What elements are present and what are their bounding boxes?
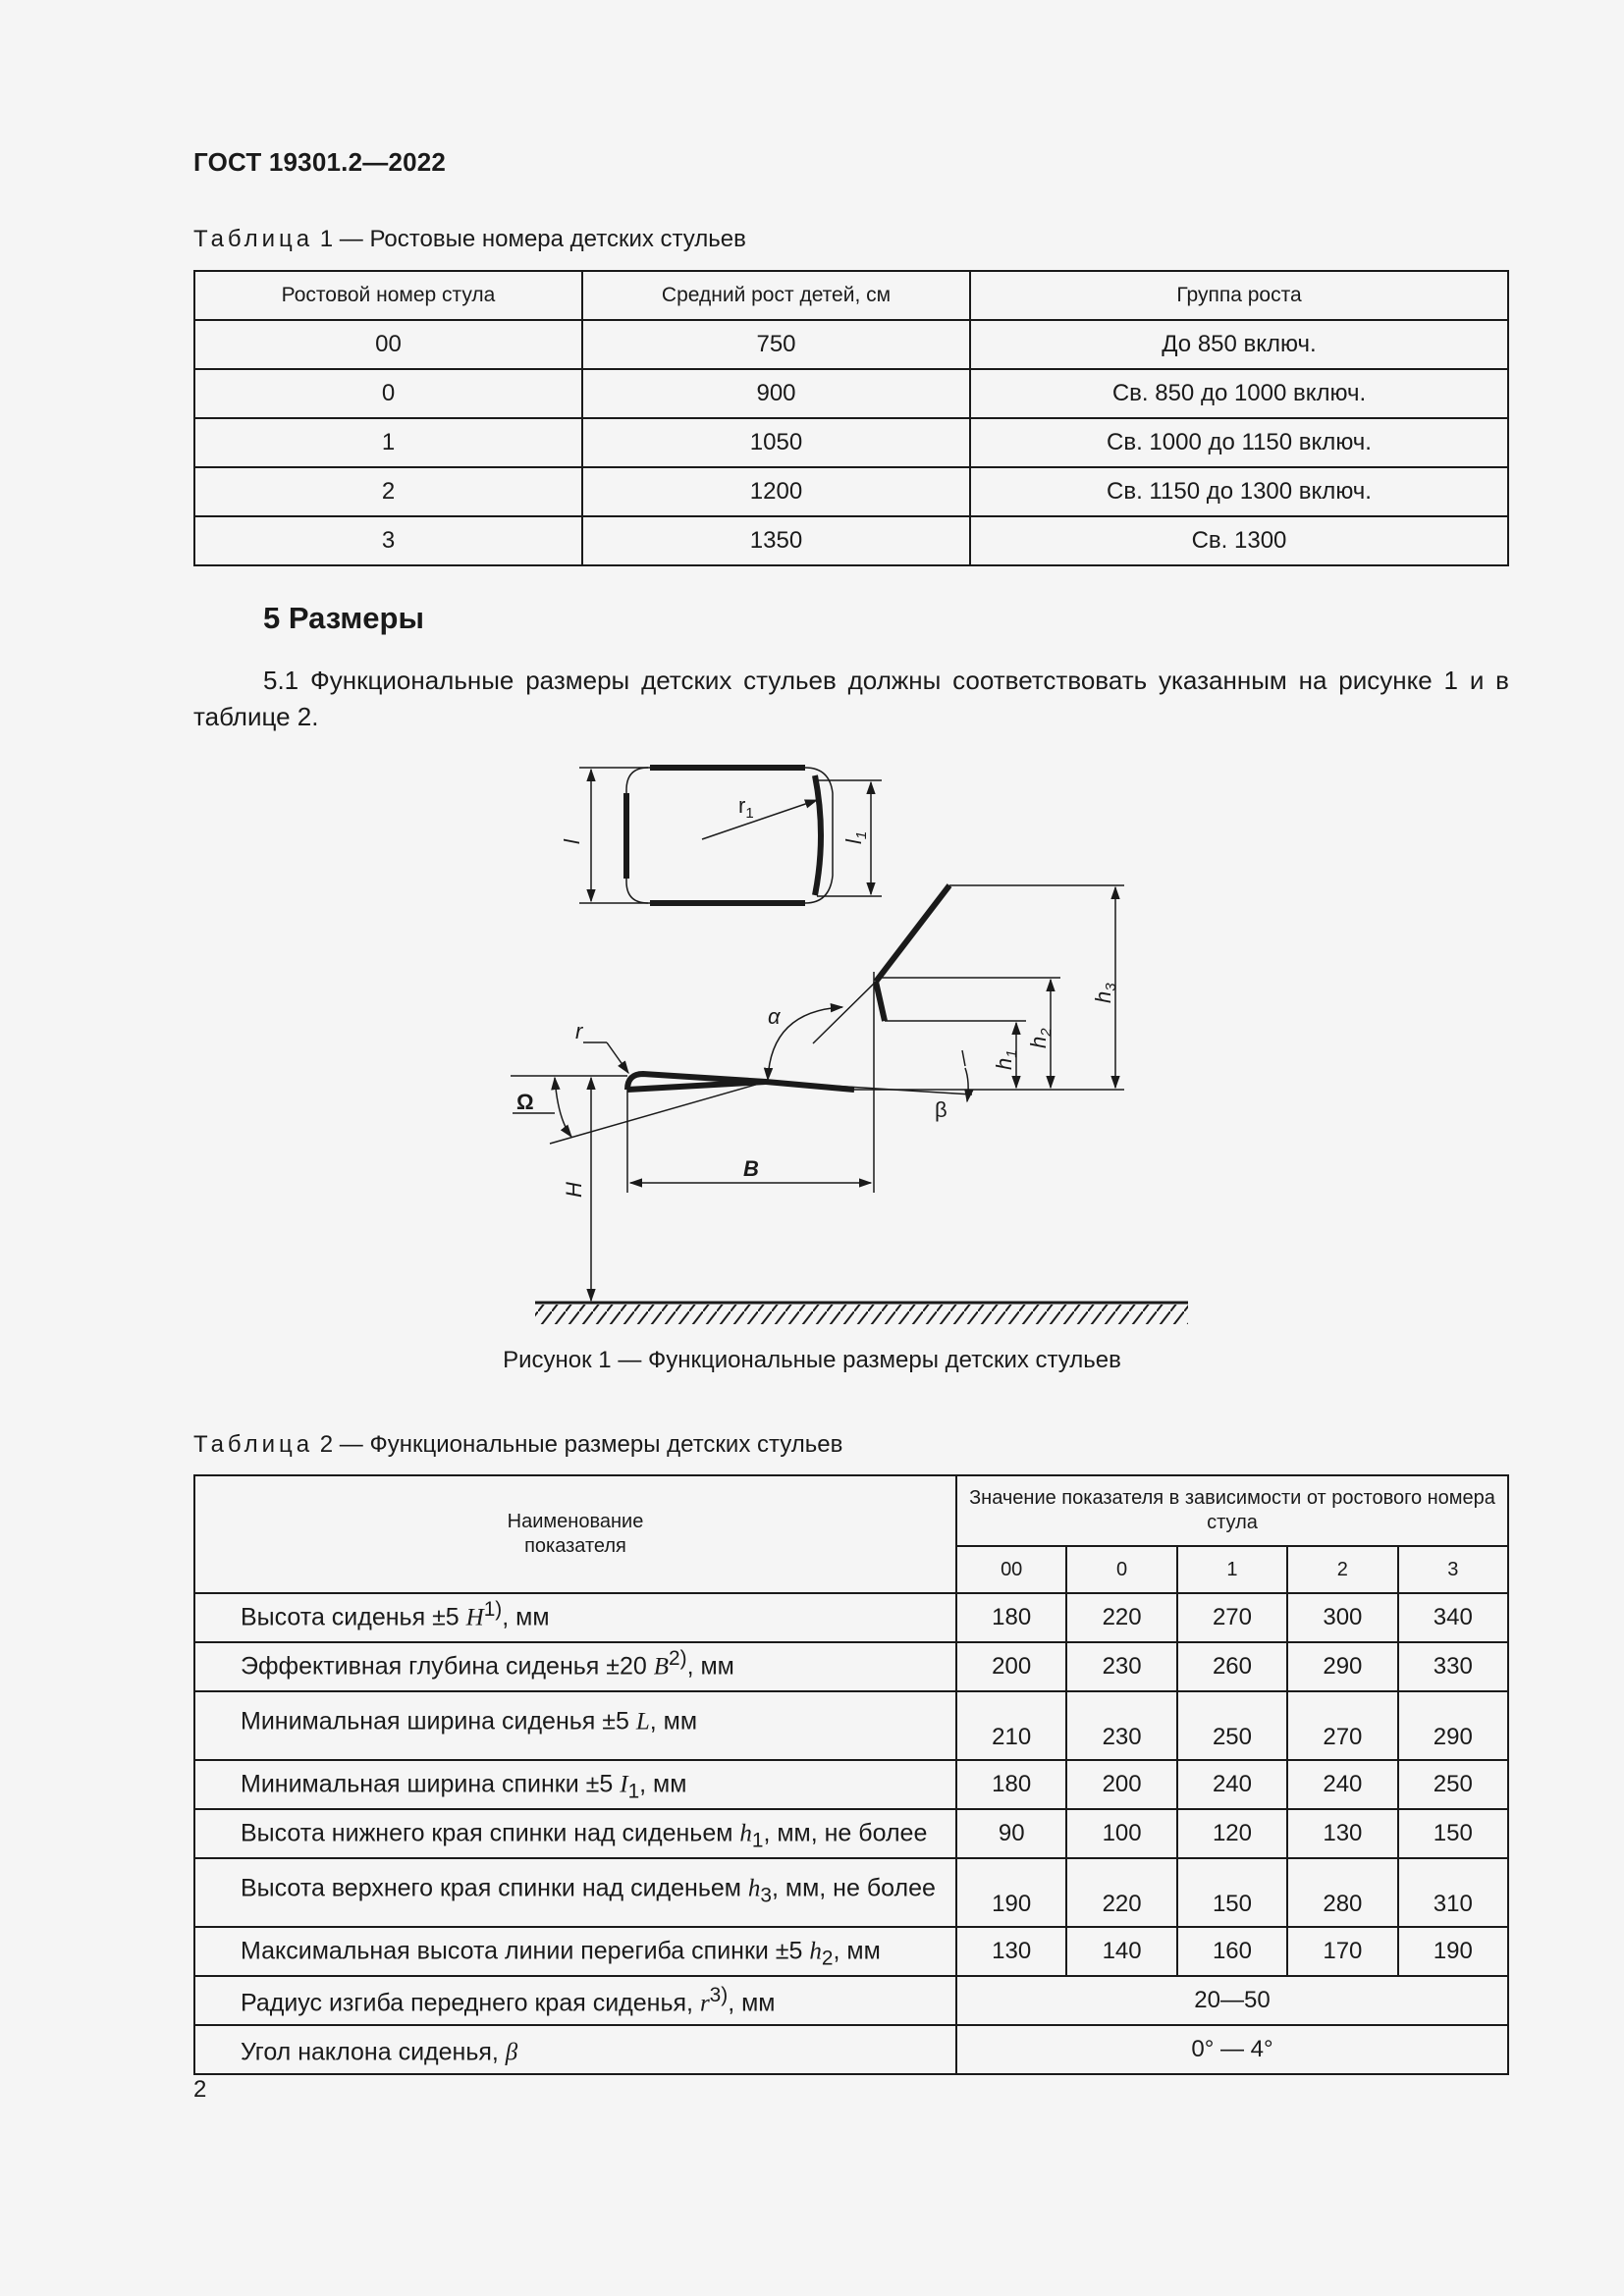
table2-caption-text: 2 — Функциональные размеры детских стульев bbox=[319, 1431, 843, 1458]
table-cell: Св. 1150 до 1300 включ. bbox=[970, 467, 1508, 516]
section-title: 5 Размеры bbox=[263, 601, 424, 635]
table-cell: 0 bbox=[194, 369, 582, 418]
row-name: Максимальная высота линии перегиба спинки ±5 $h_2$, мм bbox=[194, 1927, 956, 1976]
table-row bbox=[194, 1760, 1508, 1809]
table2-size-header: 2 bbox=[1287, 1546, 1397, 1593]
table1-header-row bbox=[194, 271, 1508, 320]
table-cell: 1350 bbox=[582, 516, 970, 565]
table-row bbox=[194, 320, 1508, 369]
table-cell: Св. 1000 до 1150 включ. bbox=[970, 418, 1508, 467]
table1-caption-text: 1 — Ростовые номера детских стульев bbox=[319, 226, 746, 252]
table-cell: 160 bbox=[1177, 1927, 1287, 1976]
row-name: Угол наклона сиденья, β bbox=[194, 2025, 956, 2074]
table-row bbox=[194, 1976, 1508, 2025]
table-cell: 750 bbox=[582, 320, 970, 369]
table-cell: 330 bbox=[1398, 1642, 1508, 1691]
table-row bbox=[194, 1927, 1508, 1976]
table-cell: 130 bbox=[1287, 1809, 1397, 1858]
table-row bbox=[194, 1858, 1508, 1927]
table-cell: 240 bbox=[1177, 1760, 1287, 1809]
table-cell: 220 bbox=[1066, 1593, 1176, 1642]
label-B: B bbox=[743, 1156, 759, 1181]
table2-header-value bbox=[956, 1475, 1508, 1546]
table-cell: 250 bbox=[1177, 1691, 1287, 1760]
table-cell-merged: 0° — 4° bbox=[956, 2025, 1508, 2074]
label-alpha: α bbox=[768, 1004, 781, 1029]
table-cell: Св. 850 до 1000 включ. bbox=[970, 369, 1508, 418]
table-cell: 250 bbox=[1398, 1760, 1508, 1809]
document-header: ГОСТ 19301.2—2022 bbox=[193, 147, 447, 177]
table-cell: 260 bbox=[1177, 1642, 1287, 1691]
table-cell: 230 bbox=[1066, 1691, 1176, 1760]
table-cell: 190 bbox=[956, 1858, 1066, 1927]
floor-hatch bbox=[535, 1305, 1188, 1324]
table-cell: 210 bbox=[956, 1691, 1066, 1760]
table-cell: 180 bbox=[956, 1593, 1066, 1642]
table1-header-cell: Средний рост детей, см bbox=[582, 271, 970, 320]
row-name: Высота сиденья ±5 $H^{1)}$, мм bbox=[194, 1593, 956, 1642]
table-cell: 1 bbox=[194, 418, 582, 467]
table-cell: 170 bbox=[1287, 1927, 1397, 1976]
table-cell: До 850 включ. bbox=[970, 320, 1508, 369]
label-omega: Ω bbox=[516, 1090, 534, 1114]
table-cell: 200 bbox=[1066, 1760, 1176, 1809]
table-row bbox=[194, 1691, 1508, 1760]
label-r1: $r_1$ bbox=[738, 793, 754, 822]
table-row bbox=[194, 1642, 1508, 1691]
page-number: 2 bbox=[193, 2076, 207, 2103]
table-row bbox=[194, 2025, 1508, 2074]
table-cell: 290 bbox=[1287, 1642, 1397, 1691]
table-cell: 150 bbox=[1177, 1858, 1287, 1927]
row-name: Минимальная ширина сиденья ±5 L, мм bbox=[194, 1691, 956, 1760]
table2-size-header: 00 bbox=[956, 1546, 1066, 1593]
table-cell: 90 bbox=[956, 1809, 1066, 1858]
table-cell: 300 bbox=[1287, 1593, 1397, 1642]
section-paragraph: 5.1 Функциональные размеры детских стульев должны соответствовать указанным на рисунке 1 и в таблице 2. bbox=[193, 666, 1509, 731]
table-cell: 270 bbox=[1287, 1691, 1397, 1760]
row-name: Высота нижнего края спинки над сиденьем $h_1$, мм, не более bbox=[194, 1809, 956, 1858]
table-cell: 290 bbox=[1398, 1691, 1508, 1760]
label-beta: β bbox=[935, 1097, 947, 1122]
table1-header-cell: Ростовой номер стула bbox=[194, 271, 582, 320]
table-cell: 190 bbox=[1398, 1927, 1508, 1976]
table-cell: 2 bbox=[194, 467, 582, 516]
row-name: Эффективная глубина сиденья ±20 $B^{2)}$, мм bbox=[194, 1642, 956, 1691]
table-row bbox=[194, 1809, 1508, 1858]
table-cell: 3 bbox=[194, 516, 582, 565]
table-row bbox=[194, 369, 1508, 418]
table-cell: Св. 1300 bbox=[970, 516, 1508, 565]
table-cell: 1050 bbox=[582, 418, 970, 467]
table-cell: 00 bbox=[194, 320, 582, 369]
label-H: H bbox=[562, 1182, 586, 1198]
table1-caption-label: Таблица bbox=[193, 226, 314, 252]
table1-caption bbox=[193, 226, 746, 253]
table2-header-name bbox=[194, 1475, 956, 1593]
label-h1: $h_1$ bbox=[992, 1049, 1020, 1070]
table2-size-header: 0 bbox=[1066, 1546, 1176, 1593]
table-row bbox=[194, 418, 1508, 467]
table-row bbox=[194, 516, 1508, 565]
table-cell: 150 bbox=[1398, 1809, 1508, 1858]
table-cell: 340 bbox=[1398, 1593, 1508, 1642]
table2-size-header: 3 bbox=[1398, 1546, 1508, 1593]
table-cell: 130 bbox=[956, 1927, 1066, 1976]
table-cell: 100 bbox=[1066, 1809, 1176, 1858]
table2-caption bbox=[193, 1431, 842, 1459]
table-cell: 200 bbox=[956, 1642, 1066, 1691]
table-cell: 1200 bbox=[582, 467, 970, 516]
table-cell: 180 bbox=[956, 1760, 1066, 1809]
label-h2: $h_2$ bbox=[1026, 1028, 1055, 1048]
table1-header-cell: Группа роста bbox=[970, 271, 1508, 320]
table-cell: 230 bbox=[1066, 1642, 1176, 1691]
row-name: Радиус изгиба переднего края сиденья, $r^{3)}$, мм bbox=[194, 1976, 956, 2025]
table-cell: 310 bbox=[1398, 1858, 1508, 1927]
row-name: Минимальная ширина спинки ±5 $I_1$, мм bbox=[194, 1760, 956, 1809]
table2-header-name-text: Наименование показателя bbox=[507, 1511, 644, 1557]
label-h3: $h_3$ bbox=[1091, 983, 1119, 1003]
table-cell: 240 bbox=[1287, 1760, 1397, 1809]
table2-header-row bbox=[194, 1475, 1508, 1546]
table-cell: 220 bbox=[1066, 1858, 1176, 1927]
seat-top-outline bbox=[626, 768, 833, 903]
table-cell-merged: 20—50 bbox=[956, 1976, 1508, 2025]
table1 bbox=[193, 270, 1509, 566]
row-name: Высота верхнего края спинки над сиденьем $h_3$, мм, не более bbox=[194, 1858, 956, 1927]
label-l1: $l_1$ bbox=[841, 830, 870, 844]
table2-header-value-text: Значение показателя в зависимости от ростового номера стула bbox=[969, 1487, 1495, 1533]
table-cell: 140 bbox=[1066, 1927, 1176, 1976]
table-row bbox=[194, 1593, 1508, 1642]
table-cell: 280 bbox=[1287, 1858, 1397, 1927]
table2 bbox=[193, 1474, 1509, 2075]
label-l: l bbox=[560, 839, 584, 844]
table2-caption-label: Таблица bbox=[193, 1431, 314, 1458]
table-cell: 900 bbox=[582, 369, 970, 418]
table-cell: 120 bbox=[1177, 1809, 1287, 1858]
figure-chair-dimensions bbox=[511, 746, 1198, 1335]
table-row bbox=[194, 467, 1508, 516]
label-r: r bbox=[575, 1019, 583, 1043]
table-cell: 270 bbox=[1177, 1593, 1287, 1642]
figure-caption: Рисунок 1 — Функциональные размеры детских стульев bbox=[503, 1347, 1121, 1373]
table2-size-header: 1 bbox=[1177, 1546, 1287, 1593]
